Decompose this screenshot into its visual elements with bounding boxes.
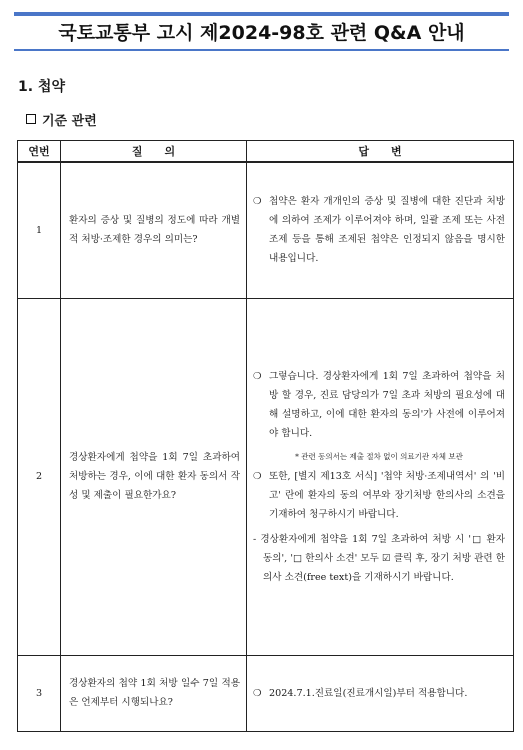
circle-bullet-icon: ❍ xyxy=(253,196,262,208)
header-answer: 답 변 xyxy=(247,141,514,163)
answer-sub-item: - 경상환자에게 첩약을 1회 7일 초과하여 처방 시 '□ 환자 동의', '□ 한의사 소견' 모두 ☑ 클릭 후, 장기 처방 관련 한의사 소견(free text)을 기재하시기 바랍니다. xyxy=(253,533,505,583)
answer-text: 또한, [별지 제13호 서식] '첩약 처방·조제내역서' 의 '비고' 란에 환자의 동의 여부와 장기처방 한의사의 소견을 기재하여 청구하시기 바랍니다. xyxy=(269,470,505,520)
table-row xyxy=(18,298,514,655)
table-row xyxy=(18,162,514,298)
question-cell: 경상환자에게 첩약을 1회 7일 초과하여 처방하는 경우, 이에 대한 환자 동의서 작성 및 제출이 필요한가요? xyxy=(61,298,247,655)
page-title: 국토교통부 고시 제2024-98호 관련 Q&A 안내 xyxy=(58,22,465,44)
question-cell: 경상환자의 첩약 1회 처방 일수 7일 적용은 언제부터 시행되나요? xyxy=(61,655,247,731)
question-cell: 환자의 증상 및 질병의 정도에 따라 개별적 처방·조제한 경우의 의미는? xyxy=(61,162,247,298)
qa-table xyxy=(17,140,514,732)
footnote: * 관련 동의서는 제출 절차 없이 의료기관 자체 보관 xyxy=(295,451,463,461)
circle-bullet-icon: ❍ xyxy=(253,687,262,699)
row-number: 3 xyxy=(18,655,61,731)
subsection-heading xyxy=(26,110,97,129)
answer-text: 그렇습니다. 경상환자에게 1회 7일 초과하여 첩약을 처방 할 경우, 진료 담당의가 7일 초과 처방의 필요성에 대해 설명하고, 이에 대한 환자의 동의'가 사전에 이루어져야 합니다. xyxy=(269,370,505,439)
answer-cell xyxy=(247,655,514,731)
subsection-label: 기준 관련 xyxy=(42,114,97,129)
answer-text: 2024.7.1.진료일(진료개시일)부터 적용합니다. xyxy=(269,687,468,699)
answer-cell xyxy=(247,298,514,655)
title-bottom-rule xyxy=(14,49,509,51)
table-row xyxy=(18,655,514,731)
circle-bullet-icon: ❍ xyxy=(253,370,262,382)
section-heading: 1. 첩약 xyxy=(18,79,65,95)
circle-bullet-icon: ❍ xyxy=(253,470,262,482)
header-no: 연번 xyxy=(18,141,61,163)
answer-cell xyxy=(247,162,514,298)
header-question: 질 의 xyxy=(61,141,247,163)
square-bullet-icon xyxy=(26,114,36,124)
row-number: 2 xyxy=(18,298,61,655)
table-header-row xyxy=(18,141,514,163)
row-number: 1 xyxy=(18,162,61,298)
answer-text: 첩약은 환자 개개인의 증상 및 질병에 대한 진단과 처방에 의하여 조제가 이루어져야 하며, 일괄 조제 또는 사전 조제 등을 통해 조제된 첩약은 인정되지 않음을 명시한 내용입니다. xyxy=(269,196,505,265)
